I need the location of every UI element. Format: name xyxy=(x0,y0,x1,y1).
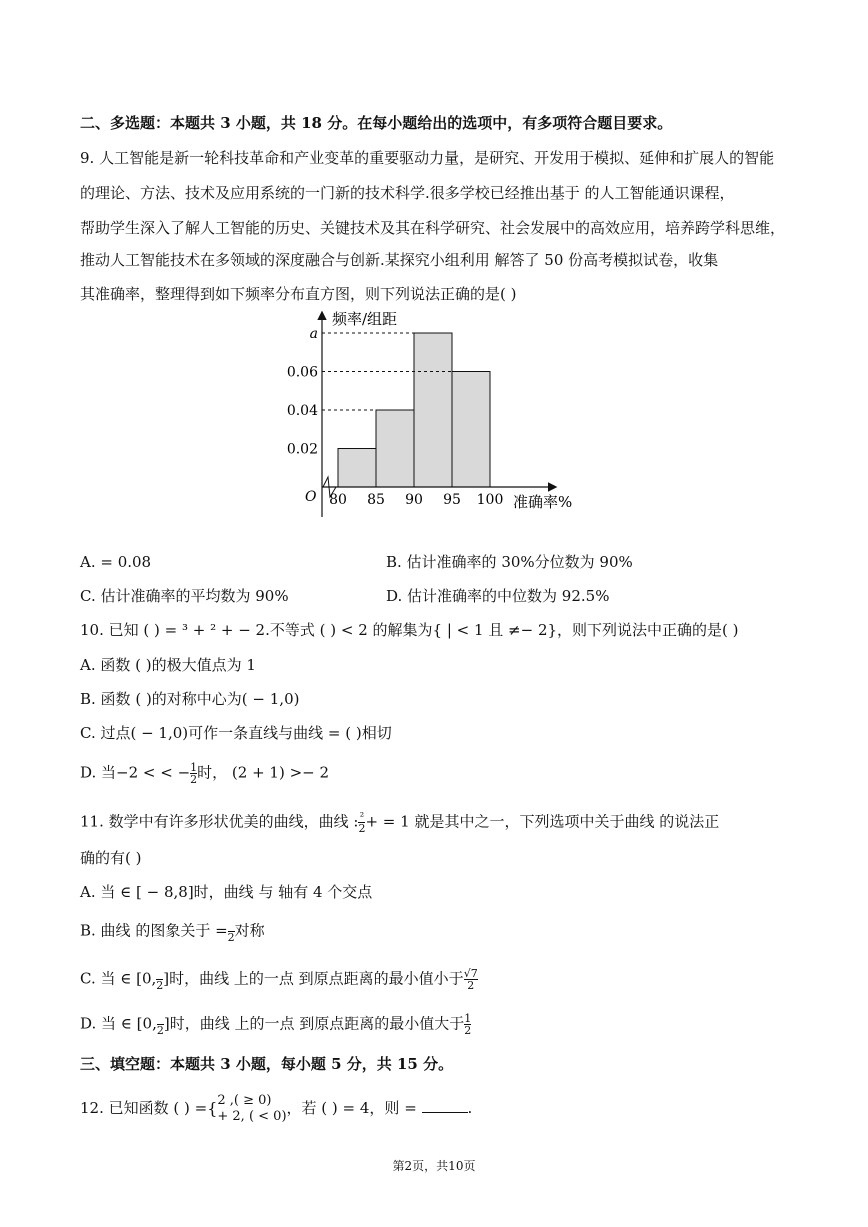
histogram-chart xyxy=(270,305,590,525)
histogram-bar xyxy=(414,333,452,487)
q9-line-3: 帮助学生深入了解人工智能的历史、关键技术及其在科学研究、社会发展中的高效应用，培养跨学科思维， xyxy=(80,219,786,237)
x-tick-label: 85 xyxy=(367,492,385,508)
q10-option-b: B. 函数 ( )的对称中心为( − 1,0) xyxy=(80,690,300,708)
y-tick-label: 0.04 xyxy=(286,403,318,419)
q11-option-a: A. 当 ∈ [ − 8,8]时，曲线 与 轴有 4 个交点 xyxy=(80,883,373,901)
x-tick-label: 95 xyxy=(443,492,461,508)
q10-option-a: A. 函数 ( )的极大值点为 1 xyxy=(80,656,256,674)
y-axis-label: 频率/组距 xyxy=(332,310,398,328)
q9-line-5: 其准确率，整理得到如下频率分布直方图，则下列说法正确的是( ) xyxy=(80,285,517,303)
q9-option-d: D. 估计准确率的中位数为 92.5% xyxy=(386,587,610,605)
x-tick-label: 80 xyxy=(329,492,347,508)
y-tick-label: 0.02 xyxy=(286,441,318,458)
answer-blank[interactable] xyxy=(422,1098,468,1113)
x-tick-label: 90 xyxy=(405,492,423,508)
q9-line-4: 推动人工智能技术在多领域的深度融合与创新.某探究小组利用 解答了 50 份高考模拟试卷，收集 xyxy=(80,251,719,269)
y-tick-label: 0.06 xyxy=(286,364,318,381)
page-footer: 第2页，共10页 xyxy=(392,1159,476,1173)
q11-option-d: D. 当 ∈ [0, 2 ]时，曲线 上的一点 到原点距离的最小值大于 $\frac{1}{2}$ xyxy=(80,1012,472,1037)
q10-option-c: C. 过点( − 1,0)可作一条直线与曲线 = ( )相切 xyxy=(80,724,392,742)
q11-option-b: B. 曲线 的图象关于 = 2 对称 xyxy=(80,921,265,944)
q10-option-d: D. 当−2 < < − $\frac{1}{2}$ 时， (2 + 1) >− 2 xyxy=(80,761,330,786)
histogram-bar xyxy=(376,410,414,487)
y-tick-label: a xyxy=(309,326,318,342)
q10-stem: 10. 已知 ( ) = ³ + ² + − 2.不等式 ( ) < 2 的解集为{ | < 1 且 ≠− 2}，则下列说法中正确的是( ) xyxy=(80,621,739,639)
histogram-bar xyxy=(452,372,490,488)
section-two-heading: 二、多选题：本题共 3 小题，共 18 分。在每小题给出的选项中，有多项符合题目要求。 xyxy=(80,114,673,132)
q9-option-c: C. 估计准确率的平均数为 90% xyxy=(80,587,289,605)
q9-option-b: B. 估计准确率的 30%分位数为 90% xyxy=(386,553,633,571)
q11-option-c: C. 当 ∈ [0, 2 ]时，曲线 上的一点 到原点距离的最小值小于 $\frac{√7}{2}$ xyxy=(80,967,478,992)
x-axis-label: 准确率% xyxy=(513,493,573,511)
x-tick-label: 100 xyxy=(476,492,504,508)
q11-stem: 11. 数学中有许多形状优美的曲线，曲线 : ² 2 + = 1 就是其中之一，下列选项中关于曲线 的说法正 xyxy=(80,810,720,835)
histogram-bar xyxy=(338,449,376,488)
q9-line-1: 9. 人工智能是新一轮科技革命和产业变革的重要驱动力量，是研究、开发用于模拟、延伸和扩展人的智能 xyxy=(80,149,775,167)
q12-stem: 12. 已知函数 ( ) ={ 2 ,( ≥ 0) + 2, ( < 0) ，若 ( ) = 4，则 = . xyxy=(80,1093,473,1124)
q9-line-2: 的理论、方法、技术及应用系统的一门新的技术科学.很多学校已经推出基于 的人工智能通识课程， xyxy=(80,184,735,202)
origin-label: O xyxy=(305,489,317,505)
q11-stem-line-2: 确的有( ) xyxy=(80,849,142,867)
q9-option-a: A. = 0.08 xyxy=(80,553,152,571)
section-three-heading: 三、填空题：本题共 3 小题，每小题 5 分，共 15 分。 xyxy=(80,1055,454,1073)
